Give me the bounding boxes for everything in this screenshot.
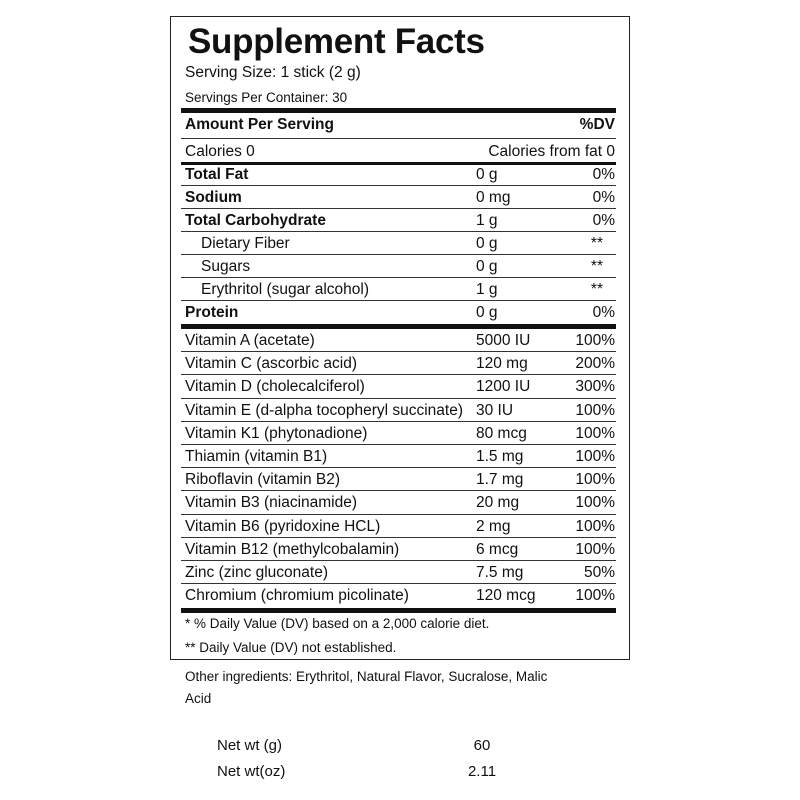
nutrient-amount: 5000 IU	[476, 332, 531, 349]
divider	[181, 277, 616, 278]
nutrient-name: Vitamin B12 (methylcobalamin)	[185, 540, 400, 558]
servings-per-container: Servings Per Container: 30	[185, 90, 348, 105]
nutrient-amount: 1.7 mg	[476, 471, 524, 489]
nutrient-amount: 0 g	[476, 304, 498, 321]
nutrient-name: Vitamin E (d-alpha tocopheryl succinate)	[185, 401, 463, 419]
nutrient-name: Vitamin A (acetate)	[185, 332, 315, 349]
net-weight-grams-value: 60	[473, 737, 491, 754]
thick-divider	[181, 324, 616, 329]
dv-header-label: %DV	[579, 116, 615, 133]
calories-from-fat: Calories from fat 0	[488, 143, 615, 160]
nutrient-amount: 30 IU	[476, 401, 514, 419]
nutrient-amount: 1 g	[476, 281, 498, 298]
nutrient-daily-value: **	[590, 235, 603, 252]
nutrient-daily-value: 100%	[575, 448, 615, 465]
nutrient-daily-value: 0%	[592, 166, 615, 183]
nutrient-name: Sugars	[201, 258, 251, 275]
nutrient-daily-value: 100%	[575, 401, 615, 419]
nutrient-name: Vitamin K1 (phytonadione)	[185, 424, 368, 442]
divider	[181, 583, 616, 584]
divider	[181, 185, 616, 186]
nutrient-name: Dietary Fiber	[201, 235, 290, 252]
footnote-dv-basis: * % Daily Value (DV) based on a 2,000 calorie diet.	[185, 616, 490, 631]
net-weight-ounces-value: 2.11	[467, 763, 497, 780]
nutrient-name: Protein	[185, 304, 239, 321]
nutrient-amount: 120 mg	[476, 355, 528, 373]
nutrient-daily-value: 0%	[592, 304, 615, 321]
nutrient-name: Vitamin D (cholecalciferol)	[185, 378, 365, 396]
nutrient-daily-value: 0%	[592, 212, 615, 229]
nutrient-amount: 1.5 mg	[476, 448, 524, 465]
nutrient-amount: 120 mcg	[476, 587, 536, 605]
nutrient-name: Total Carbohydrate	[185, 212, 326, 229]
divider	[181, 300, 616, 301]
nutrient-daily-value: 100%	[575, 540, 615, 558]
divider	[181, 254, 616, 255]
nutrient-daily-value: 100%	[575, 332, 615, 349]
nutrient-amount: 7.5 mg	[476, 564, 524, 581]
nutrient-daily-value: **	[590, 258, 603, 275]
net-weight-ounces-label: Net wt(oz)	[217, 763, 286, 780]
nutrient-amount: 20 mg	[476, 494, 520, 512]
nutrient-amount: 0 g	[476, 166, 498, 183]
amount-per-serving-label: Amount Per Serving	[185, 116, 334, 133]
nutrient-name: Vitamin C (ascorbic acid)	[185, 355, 357, 373]
nutrient-name: Chromium (chromium picolinate)	[185, 587, 409, 605]
nutrient-name: Zinc (zinc gluconate)	[185, 564, 329, 581]
nutrient-amount: 1 g	[476, 212, 498, 229]
nutrient-daily-value: 300%	[575, 378, 615, 396]
nutrient-daily-value: 50%	[583, 564, 615, 581]
divider	[181, 514, 616, 515]
nutrient-daily-value: **	[590, 281, 603, 298]
nutrient-name: Erythritol (sugar alcohol)	[201, 281, 369, 298]
nutrient-daily-value: 0%	[592, 189, 615, 206]
divider	[181, 467, 616, 468]
divider	[181, 398, 616, 399]
net-weight-grams-label: Net wt (g)	[217, 737, 283, 754]
nutrient-name: Riboflavin (vitamin B2)	[185, 471, 341, 489]
nutrient-amount: 2 mg	[476, 517, 511, 535]
footnote-dv-not-established: ** Daily Value (DV) not established.	[185, 640, 397, 655]
nutrient-amount: 6 mcg	[476, 540, 519, 558]
divider	[181, 421, 616, 422]
nutrient-name: Total Fat	[185, 166, 249, 183]
divider	[181, 444, 616, 445]
thick-divider	[181, 608, 616, 613]
divider	[181, 374, 616, 375]
other-ingredients: Other ingredients: Erythritol, Natural Flavor, Sucralose, Malic Acid	[185, 669, 548, 706]
nutrient-name: Thiamin (vitamin B1)	[185, 448, 328, 465]
serving-size: Serving Size: 1 stick (2 g)	[185, 64, 361, 81]
thick-divider	[181, 108, 616, 113]
nutrient-name: Sodium	[185, 189, 242, 206]
nutrient-amount: 80 mcg	[476, 424, 527, 442]
nutrient-daily-value: 100%	[575, 494, 615, 512]
divider	[181, 490, 616, 491]
divider	[181, 138, 616, 139]
panel-title: Supplement Facts	[188, 22, 485, 61]
divider	[181, 560, 616, 561]
divider	[181, 351, 616, 352]
nutrient-amount: 0 mg	[476, 189, 511, 206]
nutrient-name: Vitamin B6 (pyridoxine HCL)	[185, 517, 381, 535]
nutrient-amount: 1200 IU	[476, 378, 531, 396]
nutrient-daily-value: 100%	[575, 517, 615, 535]
nutrient-daily-value: 200%	[575, 355, 615, 373]
nutrient-daily-value: 100%	[575, 471, 615, 489]
divider	[181, 208, 616, 209]
nutrient-amount: 0 g	[476, 258, 498, 275]
nutrient-name: Vitamin B3 (niacinamide)	[185, 494, 358, 512]
divider	[181, 537, 616, 538]
nutrient-amount: 0 g	[476, 235, 498, 252]
nutrient-daily-value: 100%	[575, 587, 615, 605]
divider	[181, 162, 616, 165]
nutrient-daily-value: 100%	[575, 424, 615, 442]
calories-label: Calories 0	[185, 143, 255, 160]
divider	[181, 231, 616, 232]
